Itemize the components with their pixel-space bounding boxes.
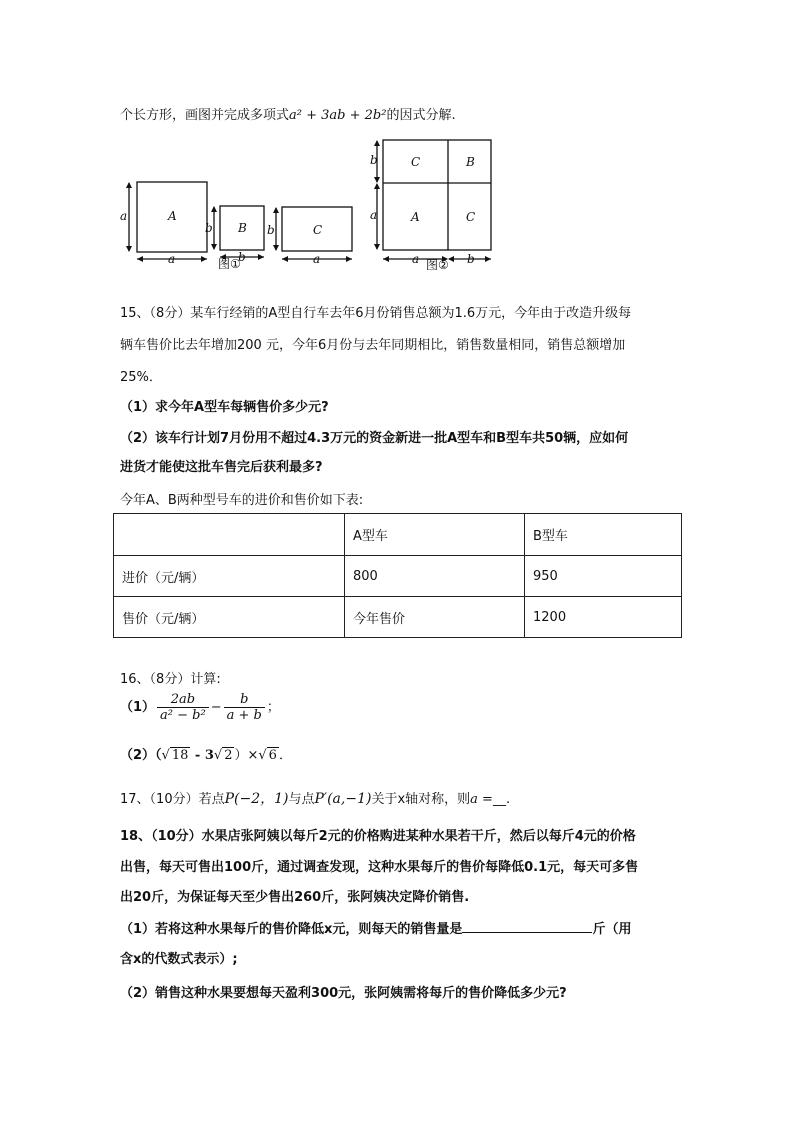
label-b-bottom: b: [238, 250, 246, 264]
q17-text-3: 关于x轴对称，则: [371, 792, 471, 807]
label-b-side: b: [205, 221, 213, 235]
q15-sub-1: （1）求今年A型车每辆售价多少元?: [120, 400, 329, 415]
q15-line-1: 15、（8分）某车行经销的A型自行车去年6月份销售总额为1.6万元，今年由于改造升级每: [120, 306, 632, 321]
q15-line-2: 辆车售价比去年增加200 元，今年6月份与去年同期相比，销售数量相同，销售总额增加: [120, 338, 626, 353]
q16-p2-mid: - 3: [190, 748, 214, 763]
table-header-row: [114, 514, 682, 556]
intro-line: [120, 104, 456, 123]
sqrt-sign: √: [258, 748, 267, 763]
table-cell: 进价（元/辆）: [114, 556, 345, 597]
q16-part-2: [120, 744, 292, 763]
answer-blank: [462, 932, 592, 933]
fraction-1-numerator: 2ab: [170, 692, 196, 707]
table-row: [114, 597, 682, 638]
q16-p1-end: ；: [266, 700, 280, 715]
q18-sub-1c: 含x的代数式表示）;: [120, 952, 238, 967]
q18-sub-2: （2）销售这种水果要想每天盈利300元，张阿姨需将每斤的售价降低多少元?: [120, 986, 567, 1001]
fig2-bottom-b: b: [467, 252, 475, 266]
label-c-side: b: [267, 223, 275, 237]
q18-line-1: 18、（10分）水果店张阿姨以每斤2元的价格购进某种水果若干斤，然后以每斤4元的价格: [120, 829, 636, 844]
fraction-2: [224, 692, 265, 723]
q18-sub-1-text: （1）若将这种水果每斤的售价降低x元，则每天的销售量是: [120, 922, 463, 937]
fraction-1-denominator: a² − b²: [157, 707, 209, 723]
point-p-prime: P′(a,−1): [314, 791, 372, 807]
figure-2-caption: 图②: [426, 258, 449, 270]
point-p: P(−2，1): [224, 791, 289, 807]
radicand-18: 18: [171, 748, 189, 763]
q16-p2-end: ．: [278, 748, 292, 763]
q16-p2-label: （2）（: [120, 748, 162, 763]
intro-text-suffix: 的因式分解.: [386, 108, 456, 123]
intro-text-prefix: 个长方形，画图并完成多项式: [120, 108, 290, 123]
fig2-cell-b: B: [466, 155, 475, 169]
table-header-cell: [114, 514, 345, 556]
q17-end: .: [505, 792, 511, 807]
a-equals: a =: [470, 792, 493, 807]
radicand-2: 2: [224, 748, 233, 763]
minus-sign: −: [210, 700, 222, 715]
figure-1: [120, 172, 365, 270]
table-cell: 售价（元/辆）: [114, 597, 345, 638]
q15-table-intro: 今年A、B两种型号车的进价和售价如下表:: [120, 493, 364, 508]
fraction-2-numerator: b: [240, 692, 249, 707]
q15-line-3: 25%．: [120, 370, 162, 385]
q18-line-3: 出20斤，为保证每天至少售出260斤，张阿姨决定降价销售.: [120, 890, 470, 905]
label-b-square: B: [238, 221, 247, 235]
fraction-1: [157, 692, 209, 723]
table-cell: 950: [525, 556, 682, 597]
fig2-cell-c-bottom: C: [466, 210, 476, 224]
q16-p2-close: ）×: [234, 748, 259, 763]
q18-sub-1: [120, 918, 631, 937]
fig2-left-b: b: [370, 153, 378, 167]
q15-sub-2a: （2）该车行计划7月份用不超过4.3万元的资金新进一批A型车和B型车共50辆，应如何: [120, 431, 629, 446]
q17-line: [120, 788, 510, 808]
label-a-bottom: a: [168, 252, 176, 266]
q16-part-1: [120, 692, 280, 723]
figure-2: [370, 138, 495, 270]
fig2-cell-a: A: [411, 210, 420, 224]
label-c-bottom: a: [313, 252, 321, 266]
label-a-side: a: [120, 209, 128, 223]
q17-text-1: 17、（10分）若点: [120, 792, 225, 807]
q18-line-2: 出售，每天可售出100斤，通过调查发现，这种水果每斤的售价每降低0.1元，每天可多售: [120, 860, 639, 875]
table-cell: 今年售价: [345, 597, 525, 638]
figure-1-caption: 图①: [218, 257, 241, 270]
q16-p1-label: （1）: [120, 700, 156, 715]
price-table: [113, 513, 682, 638]
fig2-cell-c-top: C: [411, 155, 421, 169]
table-cell: 800: [345, 556, 525, 597]
q17-text-2: 与点: [288, 792, 315, 807]
label-c-rect: C: [313, 223, 323, 237]
polynomial: a² + 3ab + 2b²: [289, 108, 387, 123]
answer-blank: __: [492, 792, 506, 807]
sqrt-sign: √: [161, 748, 170, 763]
fraction-2-denominator: a + b: [224, 707, 265, 723]
fig2-left-a: a: [370, 208, 378, 222]
table-cell: 1200: [525, 597, 682, 638]
fig2-bottom-a: a: [412, 252, 420, 266]
q18-sub-1-unit: 斤（用: [592, 922, 632, 937]
q15-sub-2b: 进货才能使这批车售完后获利最多?: [120, 460, 323, 475]
table-header-cell: A型车: [345, 514, 525, 556]
label-a-square: A: [168, 209, 177, 223]
table-header-cell: B型车: [525, 514, 682, 556]
q16-title: 16、（8分）计算:: [120, 672, 221, 687]
sqrt-sign: √: [213, 748, 223, 763]
radicand-6: 6: [268, 748, 277, 763]
table-row: [114, 556, 682, 597]
